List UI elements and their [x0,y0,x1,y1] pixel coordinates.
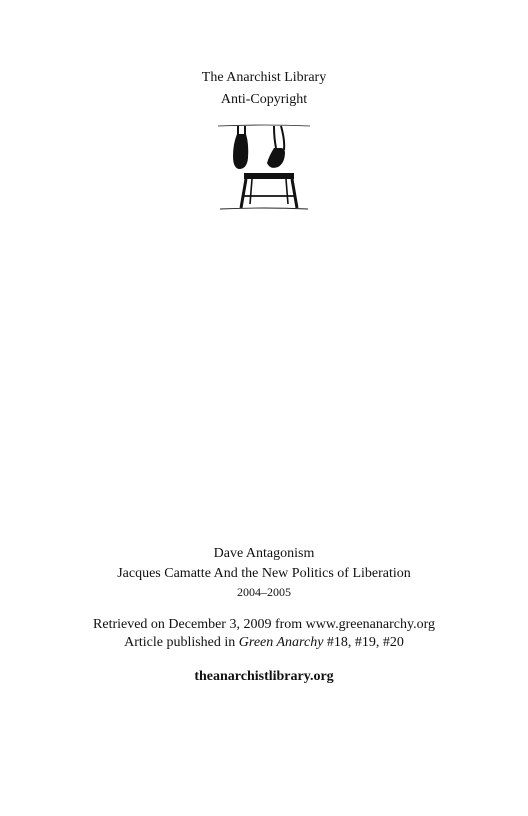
publication-note [0,635,528,651]
author-name: Dave Antagonism [213,546,315,561]
publication-prefix: Article published in [124,635,239,650]
article-title: Jacques Camatte And the New Politics of Liberation [117,566,411,581]
library-name: The Anarchist Library [201,70,327,85]
license-text: Anti-Copyright [220,92,308,107]
retrieval-note: Retrieved on December 3, 2009 from www.greenanarchy.org [93,617,435,632]
website-link[interactable]: theanarchistlibrary.org [194,669,334,684]
publication-date: 2004–2005 [237,585,291,599]
stool-feet-logo-icon [214,122,314,214]
publication-issues: #18, #19, #20 [323,635,404,650]
publication-source: Green Anarchy [238,635,324,650]
